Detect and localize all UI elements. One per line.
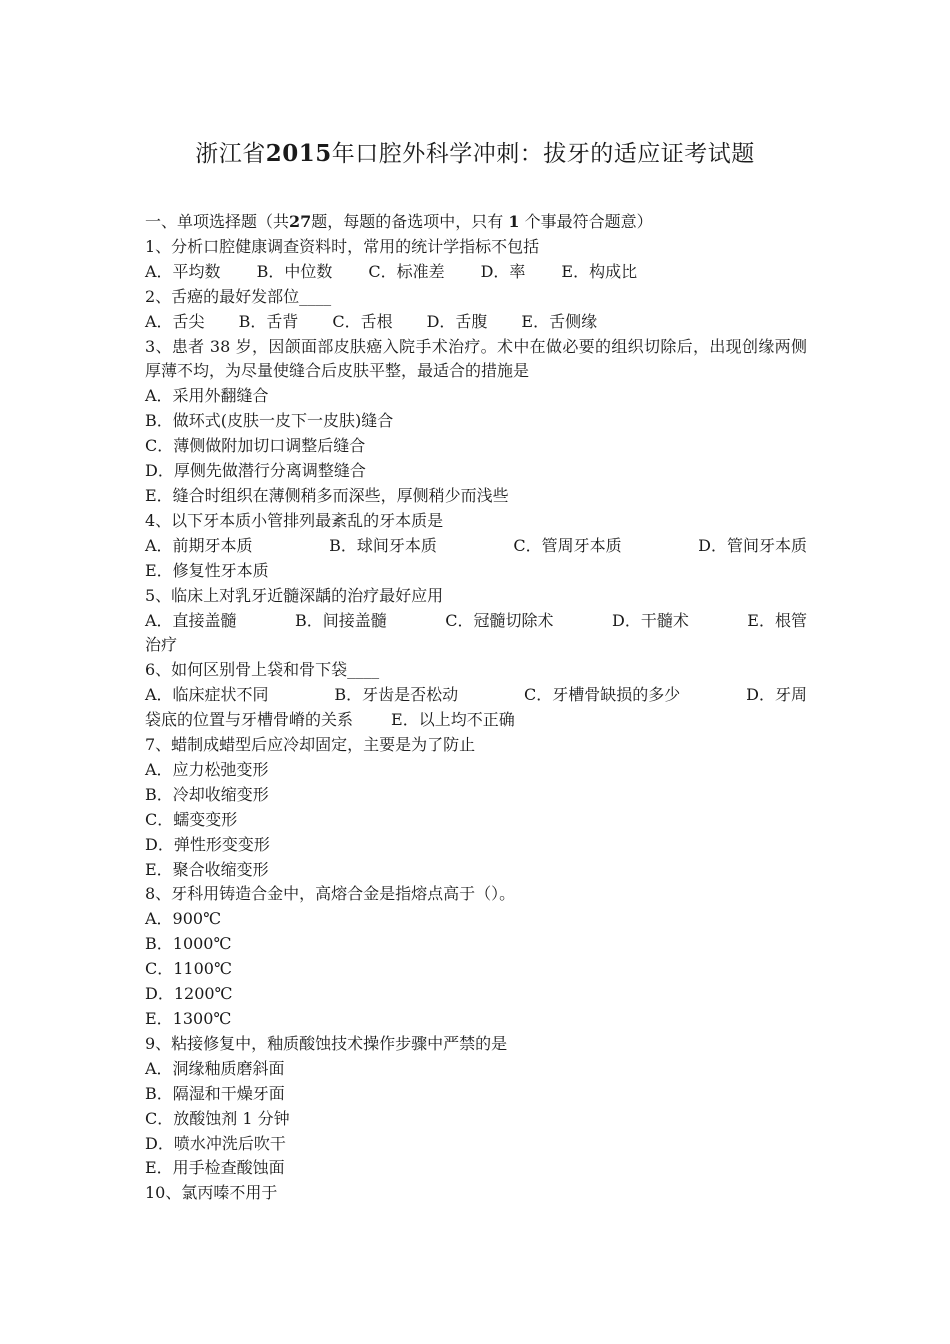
section-count: 27	[289, 212, 312, 231]
question-6-options-cont	[145, 708, 807, 733]
option[interactable]: C．牙槽骨缺损的多少	[524, 685, 681, 705]
option[interactable]: E．舌侧缘	[521, 311, 598, 331]
question-3-stem: 3、患者 38 岁，因颌面部皮肤癌入院手术治疗。术中在做必要的组织切除后，出现创缘两侧厚薄不均，为尽量使缝合后皮肤平整，最适合的措施是	[145, 336, 807, 381]
option[interactable]: A．直接盖髓	[145, 610, 237, 630]
option[interactable]: A．洞缘釉质磨斜面	[145, 1058, 285, 1078]
option[interactable]: D．舌腹	[426, 311, 488, 331]
option[interactable]: C．1100℃	[145, 959, 232, 979]
question-2-options	[145, 310, 807, 335]
option[interactable]: D．1200℃	[145, 984, 233, 1004]
option[interactable]: E．聚合收缩变形	[145, 859, 269, 879]
option[interactable]: B．冷却收缩变形	[145, 784, 269, 804]
option-continuation: 袋底的位置与牙槽骨嵴的关系	[145, 710, 354, 730]
option[interactable]: A．临床症状不同	[145, 685, 269, 705]
title-suffix: 年口腔外科学冲刺：拔牙的适应证考试题	[331, 141, 755, 167]
question-list	[145, 210, 807, 1206]
option[interactable]: B．舌背	[238, 311, 299, 331]
option[interactable]: A．900℃	[145, 909, 221, 929]
option[interactable]: D．牙周	[746, 685, 807, 705]
option[interactable]: A．平均数	[145, 261, 221, 281]
question-6-stem: 6、如何区别骨上袋和骨下袋____	[145, 660, 380, 680]
question-2-stem: 2、舌癌的最好发部位____	[145, 286, 332, 306]
option[interactable]: D．喷水冲洗后吹干	[145, 1133, 286, 1153]
question-4-stem: 4、以下牙本质小管排列最紊乱的牙本质是	[145, 510, 444, 530]
question-1-stem: 1、分析口腔健康调查资料时，常用的统计学指标不包括	[145, 236, 540, 256]
option[interactable]: D．厚侧先做潜行分离调整缝合	[145, 461, 366, 481]
option[interactable]: B．牙齿是否松动	[334, 685, 459, 705]
option[interactable]: B．隔湿和干燥牙面	[145, 1083, 285, 1103]
section-heading-pre: 一、单项选择题（共	[145, 212, 290, 231]
option[interactable]: E．1300℃	[145, 1009, 232, 1028]
option[interactable]: E．缝合时组织在薄侧稍多而深些，厚侧稍少而浅些	[145, 485, 509, 505]
option[interactable]: C．蠕变变形	[145, 809, 238, 829]
option[interactable]: E．修复性牙本质	[145, 560, 269, 580]
question-4-options	[145, 534, 807, 559]
section-one: 1	[508, 212, 520, 231]
option[interactable]: C．薄侧做附加切口调整后缝合	[145, 436, 366, 456]
document-title	[0, 138, 950, 170]
question-7-stem: 7、蜡制成蜡型后应冷却固定，主要是为了防止	[145, 735, 476, 755]
question-8-stem: 8、牙科用铸造合金中，高熔合金是指熔点高于（）。	[145, 884, 516, 904]
question-5-options	[145, 609, 807, 634]
option[interactable]: C．标准差	[368, 261, 445, 281]
title-year: 2015	[265, 140, 332, 167]
option[interactable]: E．以上均不正确	[391, 710, 515, 730]
title-prefix: 浙江省	[195, 141, 266, 167]
section-heading	[145, 210, 807, 235]
option[interactable]: E．根管	[747, 610, 807, 630]
option[interactable]: E．用手检查酸蚀面	[145, 1158, 285, 1178]
option[interactable]: B．间接盖髓	[295, 610, 387, 630]
question-5-stem: 5、临床上对乳牙近髓深龋的治疗最好应用	[145, 585, 444, 605]
option[interactable]: A．采用外翻缝合	[145, 386, 269, 406]
option[interactable]: B．中位数	[256, 261, 333, 281]
question-1-options	[145, 260, 807, 285]
option[interactable]: C．放酸蚀剂 1 分钟	[145, 1108, 290, 1128]
section-heading-post: 个事最符合题意）	[524, 212, 653, 231]
section-heading-mid: 题，每题的备选项中，只有	[311, 212, 504, 231]
option[interactable]: A．应力松弛变形	[145, 759, 269, 779]
option[interactable]: C．管周牙本质	[513, 535, 622, 555]
question-9-stem: 9、粘接修复中，釉质酸蚀技术操作步骤中严禁的是	[145, 1033, 508, 1053]
option[interactable]: B．1000℃	[145, 934, 232, 954]
option[interactable]: A．舌尖	[145, 311, 205, 331]
option[interactable]: B．球间牙本质	[329, 535, 437, 555]
option[interactable]: C．舌根	[332, 311, 393, 331]
option[interactable]: D．弹性形变变形	[145, 834, 270, 854]
option[interactable]: A．前期牙本质	[145, 535, 253, 555]
option[interactable]: C．冠髓切除术	[445, 610, 554, 630]
question-6-options	[145, 683, 807, 708]
option[interactable]: B．做环式(皮肤一皮下一皮肤)缝合	[145, 411, 394, 431]
option[interactable]: E．构成比	[561, 261, 638, 281]
option[interactable]: D．干髓术	[611, 610, 689, 630]
option[interactable]: D．管间牙本质	[698, 535, 807, 555]
question-10-stem: 10、氯丙嗪不用于	[145, 1183, 278, 1203]
option-continuation: 治疗	[145, 635, 178, 655]
option[interactable]: D．率	[480, 261, 526, 281]
